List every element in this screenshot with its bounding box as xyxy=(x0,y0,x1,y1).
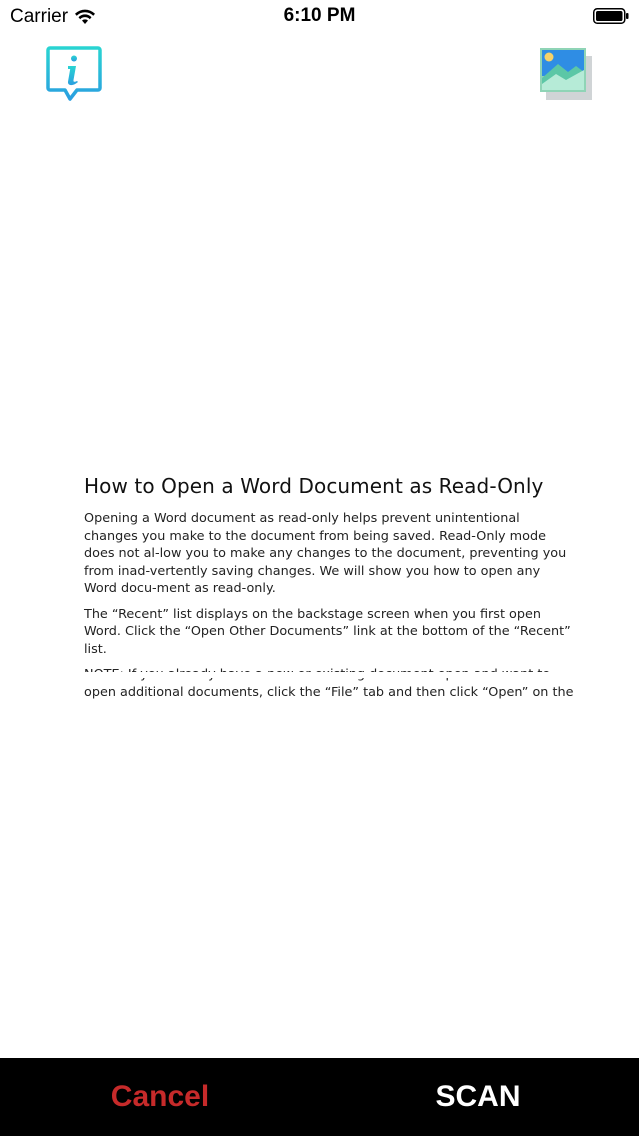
info-icon xyxy=(44,44,104,104)
bottom-action-bar xyxy=(0,1058,639,1136)
cancel-button[interactable]: Cancel xyxy=(110,1080,210,1113)
document-paragraph: open additional documents, click the “File” tab and then click “Open” on the xyxy=(84,684,574,700)
scan-button[interactable]: SCAN xyxy=(435,1080,521,1113)
status-bar xyxy=(0,0,639,34)
gallery-icon xyxy=(538,44,598,104)
document-crop-edge xyxy=(84,672,574,678)
carrier-label: Carrier xyxy=(10,6,69,27)
document-paragraph: The “Recent” list displays on the backstage screen when you first open Word. Click the “Open Other Documents” link at the bottom of the “Recent” list. xyxy=(84,606,571,657)
info-button[interactable] xyxy=(44,44,104,104)
document-paragraph: Opening a Word document as read-only helps prevent unintentional changes you make to the document from being saved. Read-Only mode does not al-low you to make any changes to the document, preventing you from inad-vertently saving changes. We will show you how to open any Word docu-ment as read-only. xyxy=(84,511,567,596)
scanned-document-preview xyxy=(84,474,574,700)
document-title: How to Open a Word Document as Read-Only xyxy=(84,474,544,498)
clock: 6:10 PM xyxy=(283,5,356,26)
gallery-button[interactable] xyxy=(538,44,598,104)
battery-icon xyxy=(593,8,629,24)
